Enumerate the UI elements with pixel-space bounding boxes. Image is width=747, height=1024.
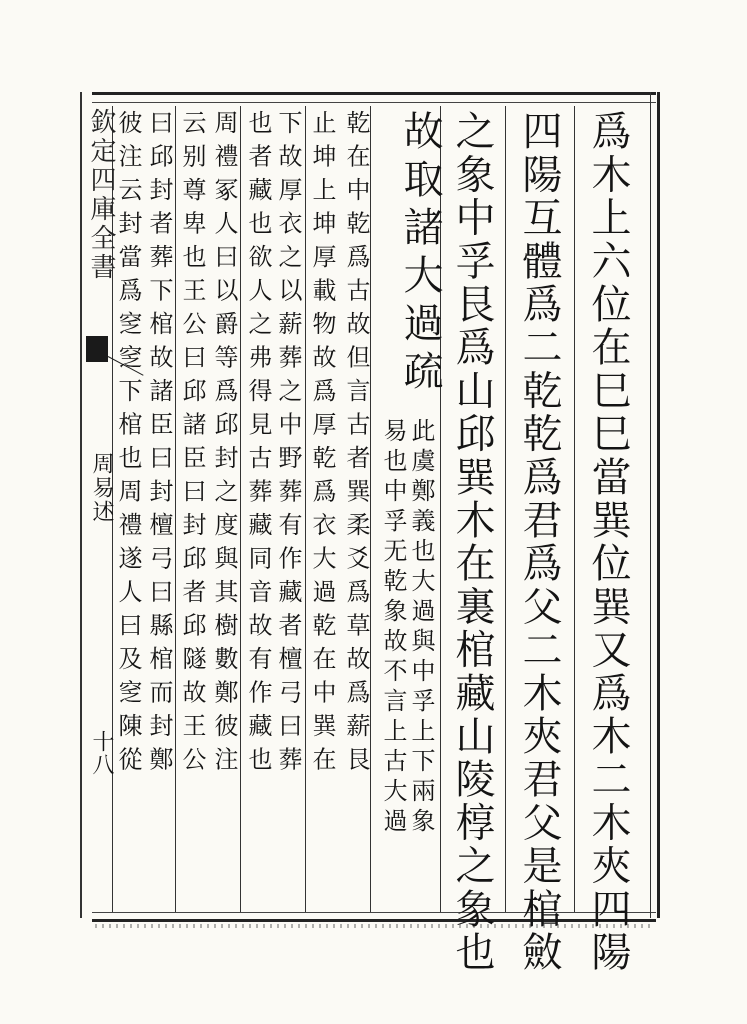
text-column-10: 云别尊卑也王公曰邱諸臣曰封邱者邱隧故王公 xyxy=(178,110,206,780)
text-column-2: 四陽互體爲二乾乾爲君爲父二木夾君父是棺斂 xyxy=(516,110,562,974)
inline-note-left-text: 易也中孚无乾象故不言上古大過 xyxy=(379,418,407,838)
book-title: 欽定四庫全書 xyxy=(86,108,116,282)
text-column-6: 止坤上坤厚載物故爲厚乾爲衣大過乾在中巽在 xyxy=(308,110,336,780)
commentary-label: 疏 xyxy=(397,350,443,398)
text-column-8: 也者藏也欲人之弗得見古葬藏同音故有作藏也 xyxy=(244,110,272,780)
frame-right-border xyxy=(650,92,660,918)
page-number: 十八 xyxy=(89,730,114,776)
text-column-3: 之象中孚艮爲山邱巽木在裏棺藏山陵椁之象也 xyxy=(449,110,495,974)
inline-note-right-text: 此虞鄭義也大過與中孚上下兩象 xyxy=(407,418,435,838)
fish-tail-mark xyxy=(86,336,108,362)
chapter-title: 周易述 xyxy=(89,452,114,524)
main-text-segment: 故取諸大過 xyxy=(397,110,443,350)
bottom-decorative-ticks xyxy=(95,924,651,928)
column-rule xyxy=(175,106,176,912)
text-column-1: 爲木上六位在巳巳當巽位巽又爲木二木夾四陽 xyxy=(585,110,631,974)
text-column-5: 乾在中乾爲古故但言古者巽柔爻爲草故爲薪艮 xyxy=(342,110,370,780)
column-rule xyxy=(305,106,306,912)
text-column-12: 彼注云封當爲窆窆下棺也周禮遂人曰及窆陳從 xyxy=(114,110,142,780)
column-rule xyxy=(240,106,241,912)
inline-note-left xyxy=(381,418,405,910)
column-rule xyxy=(574,106,575,912)
text-column-11: 曰邱封者葬下棺故諸臣曰封檀弓曰縣棺而封鄭 xyxy=(145,110,173,780)
column-rule xyxy=(370,106,371,912)
frame-bottom-border xyxy=(92,912,656,922)
column-rule xyxy=(505,106,506,912)
text-column-7: 下故厚衣之以薪葬之中野葬有作藏者檀弓曰葬 xyxy=(274,110,302,780)
frame-left-border xyxy=(80,92,82,918)
inline-note-right xyxy=(409,418,433,910)
text-column-9: 周禮冢人曰以爵等爲邱封之度與其樹數鄭彼注 xyxy=(210,110,238,780)
frame-top-border xyxy=(92,92,656,103)
